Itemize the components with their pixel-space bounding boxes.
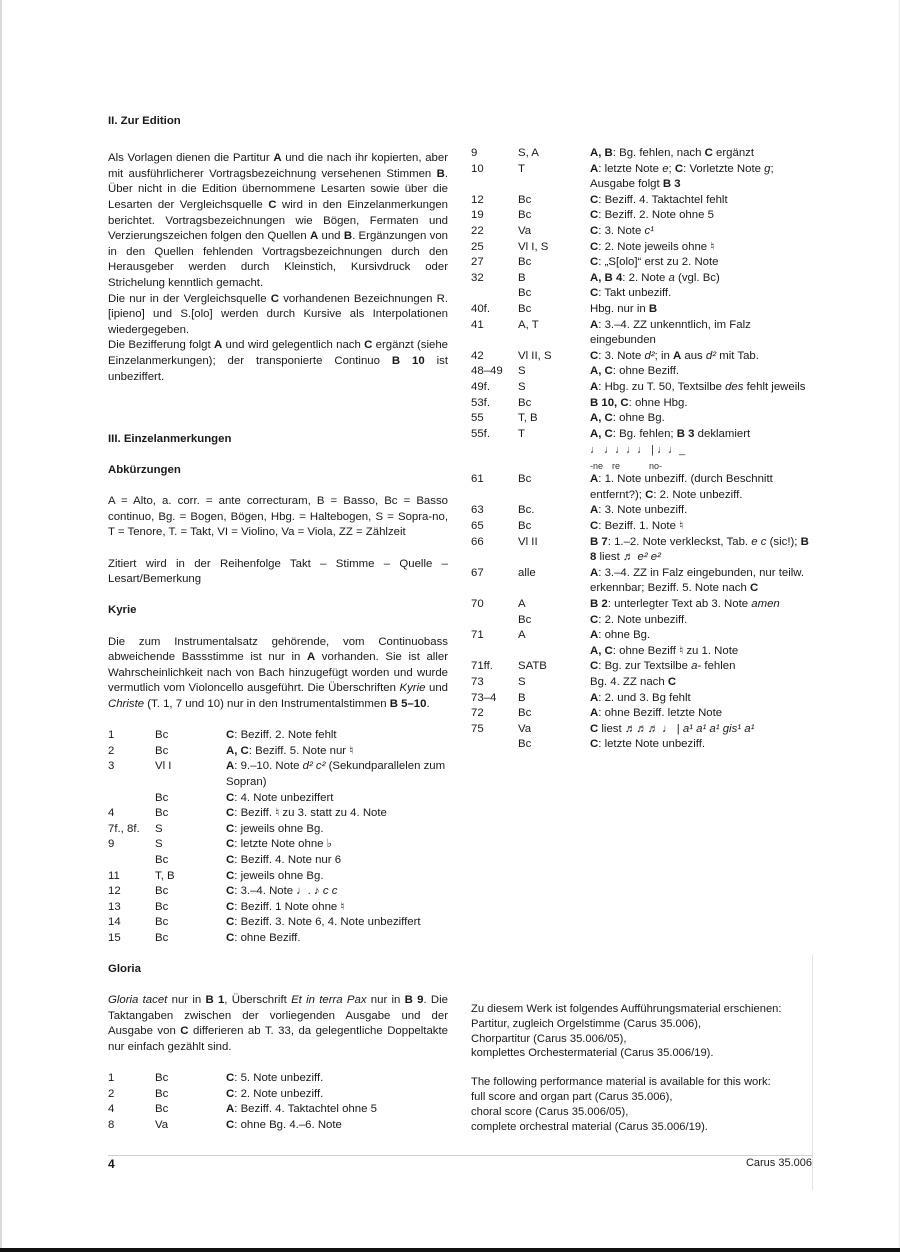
measure-cell: 55f. bbox=[471, 427, 490, 440]
measure-cell: 75 bbox=[471, 722, 484, 735]
measure-cell: 9 bbox=[108, 838, 115, 851]
annotation-row bbox=[471, 519, 816, 535]
annotation-row bbox=[108, 837, 448, 853]
measure-cell: 4 bbox=[108, 1103, 115, 1116]
voice-cell: Vl I, S bbox=[518, 240, 549, 253]
measure-cell: 9 bbox=[471, 147, 478, 159]
notation-syllable-2: re bbox=[612, 461, 621, 472]
voice-cell: Bc bbox=[518, 707, 532, 720]
remark-cell: C: Beziff. 3. Note 6, 4. Note unbeziffert bbox=[226, 916, 421, 929]
annotation-row bbox=[108, 728, 448, 744]
voice-cell: Bc bbox=[155, 916, 169, 929]
measure-cell: 70 bbox=[471, 598, 484, 611]
annotation-row bbox=[108, 884, 448, 900]
annotation-row bbox=[471, 224, 816, 240]
remark-cell: B 10, C: ohne Hbg. bbox=[590, 396, 688, 409]
remark-cell: A, C: ohne Beziff ♮ zu 1. Note bbox=[590, 644, 739, 657]
voice-cell: Bc bbox=[518, 209, 532, 222]
edition-paragraph: Die nur in der Vergleichsquelle C vorhandenen Bezeichnungen R.[ipieno] und S.[olo] werden durch Kursive als Interpolationen wiedergegeben. bbox=[108, 292, 449, 336]
voice-cell: S bbox=[155, 822, 163, 835]
annotation-row bbox=[471, 208, 816, 224]
remark-cell: A: 2. und 3. Bg fehlt bbox=[590, 691, 691, 704]
remark-cell: C: 3.–4. Note ♩. ♪ c c bbox=[226, 885, 338, 898]
annotation-row bbox=[471, 146, 816, 162]
remark-cell: C: Beziff. 2. Note ohne 5 bbox=[590, 209, 714, 222]
measure-cell: 55 bbox=[471, 412, 484, 425]
annotation-row bbox=[471, 613, 816, 629]
annotation-row bbox=[471, 628, 816, 644]
voice-cell: A bbox=[518, 629, 526, 642]
voice-cell: B bbox=[518, 271, 526, 284]
measure-cell: 3 bbox=[108, 760, 115, 773]
measure-cell: 25 bbox=[471, 240, 484, 253]
remark-cell: C: Beziff. 4. Note nur 6 bbox=[226, 853, 342, 866]
voice-cell: Bc bbox=[518, 738, 532, 751]
voice-cell: Bc. bbox=[518, 504, 535, 517]
notation-syllable-1: -ne bbox=[590, 461, 604, 472]
measure-cell: 8 bbox=[108, 1119, 115, 1131]
voice-cell: S bbox=[518, 380, 526, 393]
annotation-row bbox=[471, 255, 816, 271]
performance-line: full score and organ part (Carus 35.006), bbox=[471, 1090, 673, 1103]
annotation-row bbox=[471, 396, 816, 412]
measure-cell: 22 bbox=[471, 224, 484, 237]
remark-cell: C: 2. Note jeweils ohne ♮ bbox=[590, 240, 715, 253]
voice-cell: Va bbox=[518, 224, 532, 237]
measure-cell: 67 bbox=[471, 566, 484, 579]
voice-cell: Bc bbox=[155, 807, 169, 820]
measure-cell bbox=[471, 286, 518, 302]
edition-paragraph: Als Vorlagen dienen die Partitur A und die nach ihr kopierten, aber mit ausführlicherer Vortragsbezeichnung versehenen Stimmen B. Über nicht in die Edition übernommene Lesarten sowie über die Lesarten der Vergleichsquelle C wird in den Einzelanmerkungen berichtet. Vortragsbezeichnungen wie Bögen, Fermaten und Verzierungszeichen folgen den Quellen A und B. Ergänzungen von in den Quellen fehlenden Vortragsbezeichnungen durch den Herausgeber werden durch Kleinstich, Kursivdruck oder Strichelung kenntlich gemacht. bbox=[108, 152, 449, 289]
kyrie-table bbox=[108, 728, 448, 946]
voice-cell: Va bbox=[155, 1119, 169, 1131]
measure-cell: 27 bbox=[471, 256, 484, 269]
page-bottom-border bbox=[0, 1248, 900, 1252]
measure-cell: 73 bbox=[471, 676, 484, 688]
measure-cell bbox=[471, 644, 518, 660]
performance-line: Zu diesem Werk ist folgendes Aufführungsmaterial erschienen: bbox=[471, 1003, 782, 1015]
voice-cell: S bbox=[155, 838, 163, 851]
voice-cell: Bc bbox=[155, 1087, 169, 1100]
performance-line: choral score (Carus 35.006/05), bbox=[471, 1105, 629, 1118]
remark-cell: A: ohne Beziff. letzte Note bbox=[590, 707, 723, 720]
voice-cell: Bc bbox=[518, 396, 532, 409]
remark-cell: A: 1. Note unbeziff. (durch Beschnitt entfernt?); C: 2. Note unbeziff. bbox=[590, 473, 773, 501]
right-column bbox=[471, 146, 816, 753]
annotation-row bbox=[471, 380, 816, 396]
performance-line: komplettes Orchestermaterial (Carus 35.006/19). bbox=[471, 1047, 714, 1060]
annotation-row bbox=[108, 1102, 448, 1118]
voice-cell: A, T bbox=[518, 318, 539, 331]
voice-cell: T, B bbox=[155, 869, 175, 882]
measure-cell: 7f., 8f. bbox=[108, 822, 140, 835]
voice-cell: Bc bbox=[155, 1103, 169, 1116]
remark-cell: C: 4. Note unbeziffert bbox=[226, 791, 334, 804]
annotation-row bbox=[471, 240, 816, 256]
voice-cell: Bc bbox=[518, 287, 532, 300]
voice-cell: Bc bbox=[518, 473, 532, 486]
remark-cell: A: 3.–4. ZZ unkenntlich, im Falz eingebunden bbox=[590, 318, 751, 347]
voice-cell: Bc bbox=[155, 791, 169, 804]
annotation-row bbox=[108, 822, 448, 838]
performance-line: Partitur, zugleich Orgelstimme (Carus 35.006), bbox=[471, 1017, 702, 1030]
annotation-row bbox=[108, 1071, 448, 1087]
measure-cell: 73–4 bbox=[471, 691, 497, 704]
measure-cell: 14 bbox=[108, 916, 121, 929]
measure-cell bbox=[108, 791, 155, 807]
remark-cell: C: letzte Note ohne ♭ bbox=[226, 838, 333, 851]
annotation-row bbox=[108, 931, 448, 947]
measure-cell: 19 bbox=[471, 209, 484, 222]
footer-rule bbox=[108, 1155, 812, 1156]
measure-cell: 71 bbox=[471, 629, 484, 642]
voice-cell: Bc bbox=[155, 744, 169, 757]
voice-cell: Bc bbox=[155, 931, 169, 944]
remark-cell: C: Beziff. ♮ zu 3. statt zu 4. Note bbox=[226, 807, 387, 820]
order-text: Zitiert wird in der Reihenfolge Takt – Stimme – Quelle – Lesart/Bemerkung bbox=[108, 557, 448, 586]
measure-cell: 53f. bbox=[471, 396, 490, 409]
annotation-row bbox=[471, 349, 816, 365]
remark-cell: C: ohne Beziff. bbox=[226, 931, 301, 944]
annotation-row bbox=[471, 566, 816, 597]
performance-de bbox=[471, 1002, 816, 1061]
voice-cell: S, A bbox=[518, 147, 539, 159]
remark-cell: C: „S[olo]“ erst zu 2. Note bbox=[590, 256, 719, 269]
remark-cell: C liest ♬♬♬ ♩ | a¹ a¹ a¹ gis¹ a¹ bbox=[590, 722, 755, 735]
right-table-part-1 bbox=[471, 146, 816, 442]
remark-cell: A, C: ohne Beziff. bbox=[590, 365, 680, 378]
voice-cell: Bc bbox=[518, 256, 532, 269]
annotation-row bbox=[471, 427, 816, 443]
annotation-row bbox=[108, 791, 448, 807]
gloria-heading: Gloria bbox=[108, 963, 141, 976]
voice-cell: SATB bbox=[518, 660, 547, 673]
annotation-row bbox=[471, 271, 816, 287]
annotation-row bbox=[108, 1118, 448, 1134]
abbr-heading: Abkürzungen bbox=[108, 464, 181, 477]
remark-cell: A: letzte Note e; C: Vorletzte Note g; Ausgabe folgt B 3 bbox=[590, 162, 774, 191]
remark-cell: C: ohne Bg. 4.–6. Note bbox=[226, 1119, 342, 1131]
remark-cell: A, B 4: 2. Note a (vgl. Bc) bbox=[590, 271, 720, 284]
remark-cell: A: Hbg. zu T. 50, Textsilbe des fehlt jeweils bbox=[590, 380, 806, 393]
remark-cell: A: 3. Note unbeziff. bbox=[590, 504, 688, 517]
annotation-row bbox=[471, 659, 816, 675]
remark-cell: A, C: Bg. fehlen; B 3 deklamiert bbox=[590, 427, 751, 440]
voice-cell: Bc bbox=[518, 520, 532, 533]
remark-cell: C: 2. Note unbeziff. bbox=[590, 613, 688, 626]
voice-cell: Bc bbox=[155, 1072, 169, 1085]
performance-material bbox=[471, 1002, 816, 1134]
measure-cell: 42 bbox=[471, 349, 484, 362]
annotation-row bbox=[471, 535, 816, 566]
annotation-row bbox=[471, 706, 816, 722]
measure-cell bbox=[471, 613, 518, 629]
voice-cell: Vl II bbox=[518, 535, 538, 548]
remark-cell: Bg. 4. ZZ nach C bbox=[590, 676, 677, 688]
performance-line: Chorpartitur (Carus 35.006/05), bbox=[471, 1032, 627, 1045]
measure-cell: 13 bbox=[108, 900, 121, 913]
annotation-row bbox=[108, 1087, 448, 1103]
measure-cell: 2 bbox=[108, 744, 115, 757]
voice-cell: S bbox=[518, 676, 526, 688]
remark-cell: C: Beziff. 2. Note fehlt bbox=[226, 729, 337, 742]
remark-cell: A, C: Beziff. 5. Note nur ♮ bbox=[226, 744, 354, 757]
annotation-row bbox=[108, 759, 448, 790]
voice-cell: Vl II, S bbox=[518, 349, 552, 362]
left-column bbox=[108, 114, 448, 1134]
measure-cell: 15 bbox=[108, 931, 121, 944]
performance-line: complete orchestral material (Carus 35.006/19). bbox=[471, 1120, 708, 1133]
annotation-row bbox=[471, 675, 816, 691]
voice-cell: Bc bbox=[155, 853, 169, 866]
annotation-row bbox=[471, 364, 816, 380]
music-notation-example bbox=[471, 442, 816, 472]
annotation-row bbox=[108, 806, 448, 822]
remark-cell: C: 3. Note d²; in A aus d² mit Tab. bbox=[590, 349, 759, 362]
measure-cell: 71ff. bbox=[471, 660, 493, 673]
remark-cell: C: Beziff. 1 Note ohne ♮ bbox=[226, 900, 345, 913]
performance-en bbox=[471, 1075, 816, 1134]
measure-cell: 12 bbox=[471, 193, 484, 206]
remark-cell: Hbg. nur in B bbox=[590, 302, 658, 315]
annotation-row bbox=[471, 597, 816, 613]
einzel-heading: III. Einzelanmerkungen bbox=[108, 432, 232, 445]
remark-cell: C: Beziff. 4. Taktachtel fehlt bbox=[590, 193, 728, 206]
voice-cell: B bbox=[518, 691, 526, 704]
edition-heading: II. Zur Edition bbox=[108, 115, 181, 127]
measure-cell: 65 bbox=[471, 520, 484, 533]
measure-cell bbox=[471, 737, 518, 753]
voice-cell: Bc bbox=[155, 729, 169, 742]
remark-cell: B 2: unterlegter Text ab 3. Note amen bbox=[590, 598, 780, 611]
annotation-row bbox=[471, 722, 816, 738]
remark-cell: A: ohne Bg. bbox=[590, 629, 651, 642]
remark-cell: C: Bg. zur Textsilbe a- fehlen bbox=[590, 660, 736, 673]
measure-cell: 40f. bbox=[471, 302, 490, 315]
measure-cell: 72 bbox=[471, 707, 484, 720]
remark-cell: A: 3.–4. ZZ in Falz eingebunden, nur teilw. erkennbar; Beziff. 5. Note nach C bbox=[590, 566, 805, 595]
annotation-row bbox=[108, 744, 448, 760]
annotation-row bbox=[471, 737, 816, 753]
measure-cell bbox=[108, 853, 155, 869]
annotation-row bbox=[471, 691, 816, 707]
measure-cell: 10 bbox=[471, 162, 484, 175]
voice-cell: Bc bbox=[518, 613, 532, 626]
annotation-row bbox=[108, 900, 448, 916]
page-number: 4 bbox=[108, 1157, 115, 1171]
annotation-row bbox=[471, 318, 816, 349]
voice-cell: Vl I bbox=[155, 760, 172, 773]
measure-cell: 1 bbox=[108, 729, 115, 742]
measure-cell: 48–49 bbox=[471, 365, 503, 378]
notation-syllable-3: no- bbox=[649, 461, 663, 472]
remark-cell: A: Beziff. 4. Taktachtel ohne 5 bbox=[226, 1103, 377, 1116]
notation-notes: ♩ ♩♩♩♩ | ♩♩_ bbox=[590, 444, 686, 457]
remark-cell: C: 5. Note unbeziff. bbox=[226, 1072, 324, 1085]
measure-cell: 41 bbox=[471, 318, 484, 331]
edition-paragraphs bbox=[108, 151, 448, 385]
measure-cell: 32 bbox=[471, 271, 484, 284]
gloria-table bbox=[108, 1071, 448, 1133]
remark-cell: C: jeweils ohne Bg. bbox=[226, 822, 324, 835]
voice-cell bbox=[518, 644, 590, 660]
measure-cell: 4 bbox=[108, 807, 115, 820]
voice-cell: Bc bbox=[155, 885, 169, 898]
edition-paragraph: Die Bezifferung folgt A und wird gelegentlich nach C ergänzt (siehe Einzelanmerkungen); der transponierte Continuo B 10 ist unbeziffert. bbox=[108, 339, 449, 383]
abbr-text: A = Alto, a. corr. = ante correcturam, B = Basso, Bc = Basso continuo, Bg. = Bogen, Bögen, Hbg. = Haltebogen, S = Sopra-no, T = Tenore, T. = Takt, VI = Violino, Va = Viola, ZZ = Zählzeit bbox=[108, 495, 448, 539]
remark-cell: A, C: ohne Bg. bbox=[590, 412, 665, 425]
remark-cell: C: letzte Note unbeziff. bbox=[590, 738, 706, 751]
right-table-part-2 bbox=[471, 472, 816, 753]
remark-cell: C: Takt unbeziff. bbox=[590, 287, 672, 300]
kyrie-intro: Die zum Instrumentalsatz gehörende, vom Continuobass abweichende Bassstimme ist nur in A vorhanden. Sie ist aller Wahrscheinlichkeit nach von Bach hinzugefügt worden und wurde vermutlich vom Violoncello ausgeführt. Die Überschriften Kyrie und Christe (T. 1, 7 und 10) nur in den Instrumentalstimmen B 5–10. bbox=[108, 635, 448, 710]
voice-cell: Bc bbox=[155, 900, 169, 913]
annotation-row bbox=[471, 503, 816, 519]
annotation-row bbox=[471, 644, 816, 660]
annotation-row bbox=[108, 915, 448, 931]
measure-cell: 12 bbox=[108, 885, 121, 898]
remark-cell: A: 9.–10. Note d² c² (Sekundparallelen zum Sopran) bbox=[226, 760, 446, 788]
annotation-row bbox=[471, 286, 816, 302]
voice-cell: Bc bbox=[518, 193, 532, 206]
remark-cell: C: jeweils ohne Bg. bbox=[226, 869, 324, 882]
annotation-row bbox=[471, 302, 816, 318]
page-edge-left bbox=[0, 0, 2, 1252]
annotation-row bbox=[108, 869, 448, 885]
remark-cell: C: Beziff. 1. Note ♮ bbox=[590, 520, 684, 533]
remark-cell: B 7: 1.–2. Note verkleckst, Tab. e c (sic!); B 8 liest ♬ e² e² bbox=[590, 535, 809, 564]
annotation-row bbox=[471, 411, 816, 427]
remark-cell: C: 3. Note c¹ bbox=[590, 224, 654, 237]
voice-cell: Bc bbox=[518, 302, 532, 315]
voice-cell: A bbox=[518, 598, 526, 611]
voice-cell: Va bbox=[518, 722, 532, 735]
annotation-row bbox=[471, 472, 816, 503]
annotation-row bbox=[471, 193, 816, 209]
measure-cell: 2 bbox=[108, 1087, 115, 1100]
gloria-intro: Gloria tacet nur in B 1, Überschrift Et in terra Pax nur in B 9. Die Taktangaben zwischen der vorliegenden Ausgabe und der Ausgabe von C differieren ab T. 33, da gelegentliche Doppeltakte nur einfach gezählt sind. bbox=[108, 994, 449, 1054]
measure-cell: 49f. bbox=[471, 380, 490, 393]
voice-cell: T, B bbox=[518, 412, 538, 425]
voice-cell: alle bbox=[518, 566, 536, 579]
annotation-row bbox=[471, 162, 816, 193]
kyrie-heading: Kyrie bbox=[108, 604, 137, 617]
remark-cell: A, B: Bg. fehlen, nach C ergänzt bbox=[590, 147, 755, 159]
voice-cell: T bbox=[518, 427, 525, 440]
measure-cell: 63 bbox=[471, 504, 484, 517]
measure-cell: 1 bbox=[108, 1072, 115, 1085]
measure-cell: 61 bbox=[471, 473, 484, 486]
publisher-reference: Carus 35.006 bbox=[745, 1157, 812, 1169]
annotation-row bbox=[108, 853, 448, 869]
remark-cell: C: 2. Note unbeziff. bbox=[226, 1087, 324, 1100]
measure-cell: 66 bbox=[471, 535, 484, 548]
measure-cell: 11 bbox=[108, 869, 120, 882]
voice-cell: T bbox=[518, 162, 525, 175]
performance-line: The following performance material is available for this work: bbox=[471, 1076, 771, 1089]
voice-cell: S bbox=[518, 365, 526, 378]
